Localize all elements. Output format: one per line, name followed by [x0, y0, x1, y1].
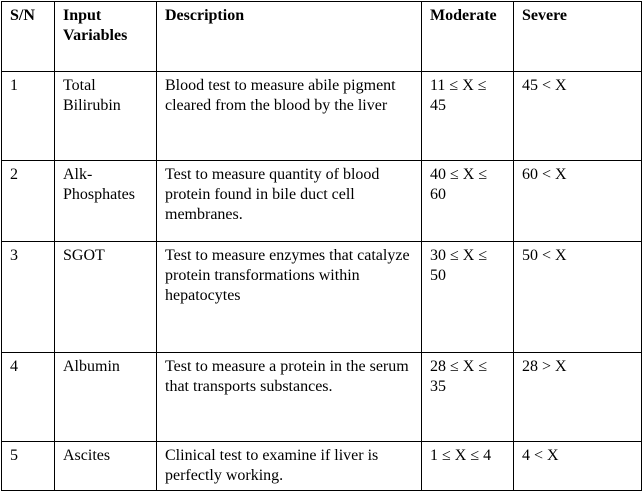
- cell-variable: Albumin: [55, 353, 157, 442]
- table-row: [2, 161, 642, 242]
- cell-variable: Total Bilirubin: [55, 72, 157, 161]
- cell-description: Test to measure a protein in the serum that transports substances.: [157, 353, 422, 442]
- header-input-variables: Input Variables: [55, 2, 157, 72]
- cell-moderate: 40 ≤ X ≤ 60: [422, 161, 514, 242]
- cell-description: Clinical test to examine if liver is perfectly working.: [157, 442, 422, 491]
- cell-sn: 5: [2, 442, 55, 491]
- cell-severe: 4 < X: [514, 442, 642, 491]
- header-severe: Severe: [514, 2, 642, 72]
- liver-variables-table: [1, 1, 642, 491]
- table-header-row: [2, 2, 642, 72]
- cell-severe: 50 < X: [514, 242, 642, 353]
- cell-description: Test to measure enzymes that catalyze protein transformations within hepatocytes: [157, 242, 422, 353]
- cell-sn: 1: [2, 72, 55, 161]
- cell-description: Test to measure quantity of blood protein found in bile duct cell membranes.: [157, 161, 422, 242]
- cell-sn: 4: [2, 353, 55, 442]
- cell-sn: 2: [2, 161, 55, 242]
- cell-severe: 45 < X: [514, 72, 642, 161]
- cell-variable: Ascites: [55, 442, 157, 491]
- cell-variable: SGOT: [55, 242, 157, 353]
- table-row: [2, 442, 642, 491]
- table-row: [2, 353, 642, 442]
- cell-description: Blood test to measure abile pigment cleared from the blood by the liver: [157, 72, 422, 161]
- cell-moderate: 30 ≤ X ≤ 50: [422, 242, 514, 353]
- cell-severe: 60 < X: [514, 161, 642, 242]
- cell-moderate: 11 ≤ X ≤ 45: [422, 72, 514, 161]
- table-row: [2, 242, 642, 353]
- header-moderate: Moderate: [422, 2, 514, 72]
- header-description: Description: [157, 2, 422, 72]
- cell-moderate: 28 ≤ X ≤ 35: [422, 353, 514, 442]
- cell-variable: Alk-Phosphates: [55, 161, 157, 242]
- header-sn: S/N: [2, 2, 55, 72]
- cell-severe: 28 > X: [514, 353, 642, 442]
- cell-moderate: 1 ≤ X ≤ 4: [422, 442, 514, 491]
- table-row: [2, 72, 642, 161]
- cell-sn: 3: [2, 242, 55, 353]
